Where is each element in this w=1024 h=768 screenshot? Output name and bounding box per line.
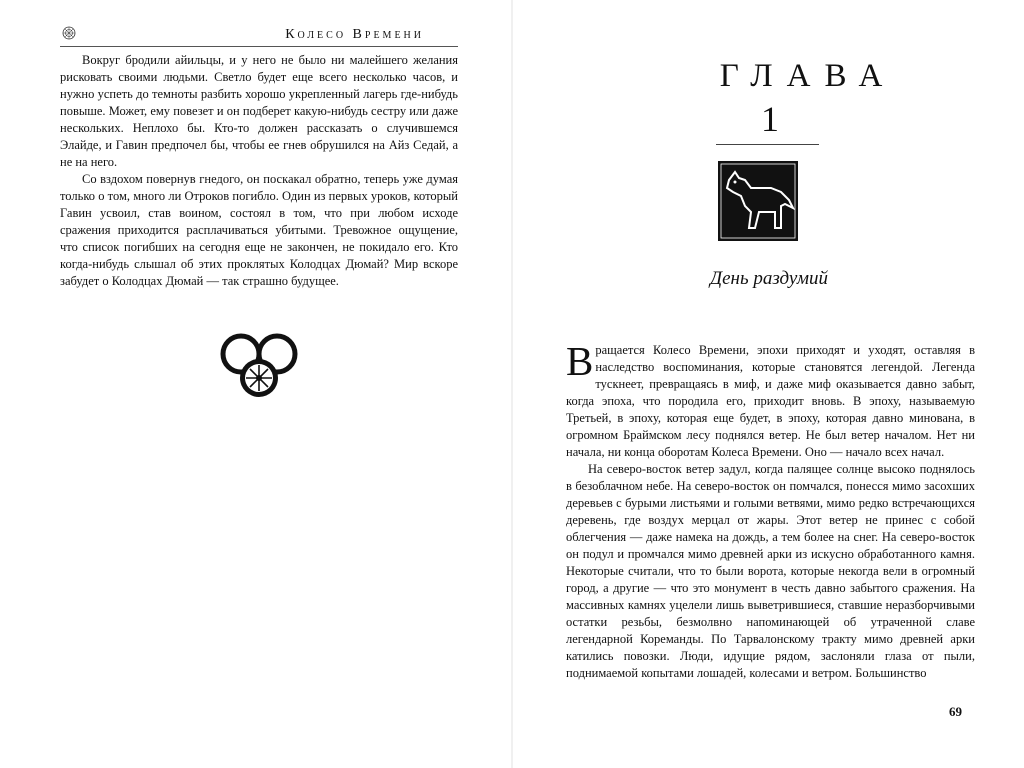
wolf-emblem-icon [715,158,801,244]
wheel-of-time-icon [219,330,299,400]
drop-cap: В [566,338,594,384]
running-header-title: Колесо Времени [285,27,424,42]
paragraph: На северо-восток ветер задул, когда палящее солнце высоко поднялось в безоблачном небе. На северо-восток он помчался, понесся мимо засохших деревьев с бурыми листьями и голыми ветвями, мимо редко встречающихся деревень, где воздух мерцал от жары. Этот ветер не принес с собой облегчения — даже намека на дождь, а тем более на снег. На северо-восток он подул и промчался мимо древней арки из искусно обработанного камня. Некоторые считали, что то были ворота, которые некогда вели в огромный город, а другие — что это монумент в честь давно забытого сражения. На массивных камнях уцелели лишь выветрившиеся, ставшие неразборчивыми остатки резьбы, безмолвно напоминающей об утраченной славе легендарной Кореманды. По Тарвалонскому тракту мимо древней арки катились повозки. Люди, идущие рядом, заслоняли глаза от пыли, поднимаемой копытами лошадей, колесами и ветром. Большинство [566,462,975,680]
paragraph-text: ращается Колесо Времени, эпохи приходят и уходят, оставляя в наследство воспоминания, которые становятся легендой. Легенда тускнеет, превращаясь в миф, и даже миф оказывается давно забыт, когда эпоха, что породила его, приходит вновь. В эпоху, называемую Третьей, в эпоху, которая еще будет, в эпоху, которая давно минована, в огромном Браймском лесу поднялся ветер. Не был ветер началом. Нет ни начала, ни конца оборотам Колеса Времени. Оно — начало всех начал. [566,343,975,459]
right-page [512,0,1024,768]
chapter-label: ГЛАВА [719,58,897,94]
left-body-text [60,52,458,290]
paragraph: Вокруг бродили айильцы, и у него не было ни малейшего желания рисковать своими людьми. Светло будет еще всего несколько часов, и нужно успеть до темноты разбить хорошо укрепленный лагерь где-нибудь повыше. Может, ему повезет и он подберет какую-нибудь сестру или даже нескольких. Неплохо бы. Кто-то должен рассказать о случившемся Элайде, и Гавин предпочел бы, чтобы ее гнев обрушился на Айз Седай, а не на него. [60,53,458,169]
paragraph [566,338,975,461]
running-header [60,22,458,47]
chapter-number: 1 [761,99,779,139]
paragraph: Со вздохом повернув гнедого, он поскакал обратно, теперь уже думая только о том, много ли Отроков погибло. Один из первых уроков, который Гавин усвоил, став воином, состоял в том, что при любом исходе сражения приходится расплачиваться убитыми. Тревожное ощущение, что список погибших на сегодня еще не закончен, не покидало его. Кто когда-нибудь слышал об этих проклятых Колодцах Дюмай? Мир вскоре забудет о Колодцах Дюмай — так страшно будущее. [60,172,458,288]
page-number: 69 [949,704,962,719]
right-body-text [566,338,975,682]
chapter-divider [716,144,819,145]
compass-ornament-icon [62,26,76,40]
chapter-title: День раздумий [710,268,828,289]
